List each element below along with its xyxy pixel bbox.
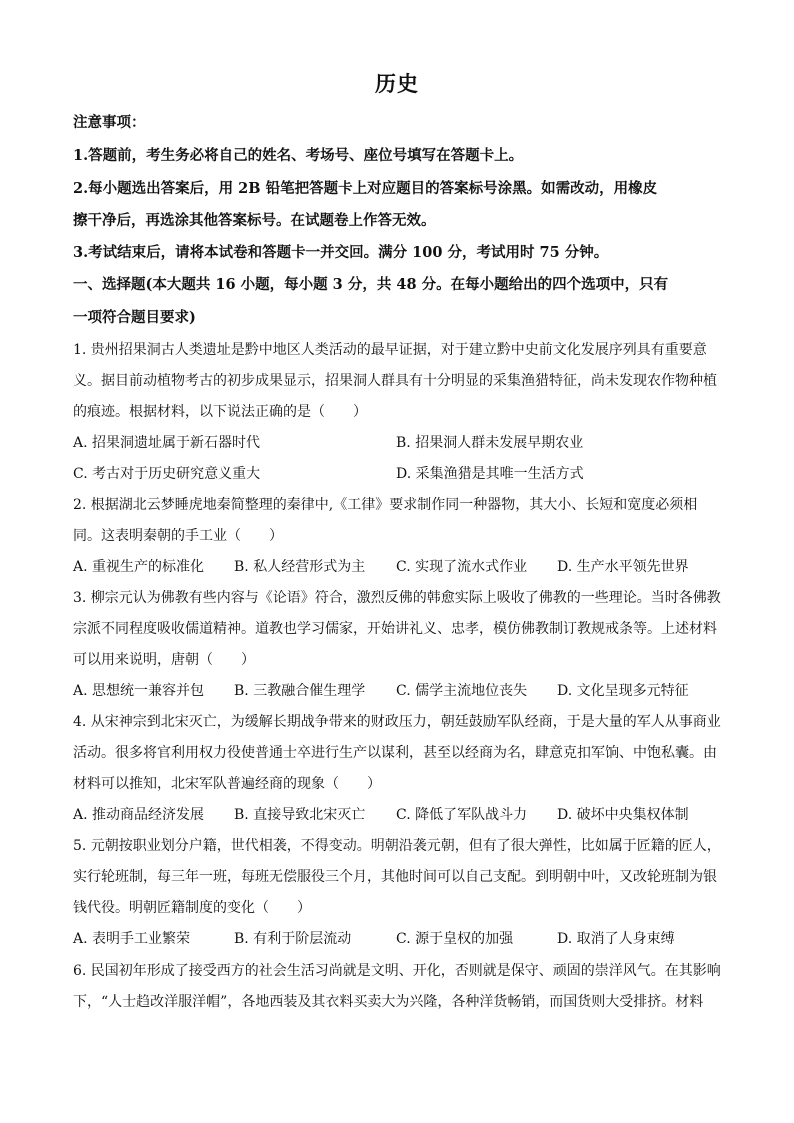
q5-stem-line-2: 实行轮班制，每三年一班，每班无偿服役三个月，其他时间可以自己支配。到明朝中叶，又改轮班制为银 (73, 869, 717, 885)
q4-stem-line-3: 材料可以推知，北宋军队普遍经商的现象（ ） (73, 776, 381, 792)
q1-option-a: A. 招果洞遗址属于新石器时代 (73, 435, 261, 451)
note-item-2-line-1: 2.每小题选出答案后，用 2B 铅笔把答题卡上对应题目的答案标号涂黑。如需改动，用橡皮 (73, 180, 658, 197)
q1-stem-line-2: 义。据目前动植物考古的初步成果显示，招果洞人群具有十分明显的采集渔猎特征，尚未发现农作物种植 (73, 373, 717, 389)
q3-option-c: C. 儒学主流地位丧失 (396, 683, 528, 699)
note-item-3: 3.考试结束后，请将本试卷和答题卡一并交回。满分 100 分，考试用时 75 分钟。 (73, 244, 609, 261)
q4-option-c: C. 降低了军队战斗力 (396, 807, 528, 823)
q2-option-b: B. 私人经营形式为主 (234, 559, 366, 575)
q1-stem-line-1: 1. 贵州招果洞古人类遗址是黔中地区人类活动的最早证据，对于建立黔中史前文化发展序列具有重要意 (73, 342, 707, 358)
q5-option-b: B. 有利于阶层流动 (234, 931, 352, 947)
q4-option-b: B. 直接导致北宋灭亡 (234, 807, 366, 823)
q5-stem-line-3: 钱代役。明朝匠籍制度的变化（ ） (73, 900, 311, 916)
q1-option-b: B. 招果洞人群未发展早期农业 (396, 435, 584, 451)
q4-stem-line-2: 活动。很多将官利用权力役使普通士卒进行生产以谋利，甚至以经商为名，肆意克扣军饷、中饱私囊。由 (73, 745, 717, 761)
note-item-2-line-2: 擦干净后，再选涂其他答案标号。在试题卷上作答无效。 (73, 212, 436, 229)
q1-stem-line-3: 的痕迹。根据材料，以下说法正确的是（ ） (73, 404, 367, 420)
q1-option-c: C. 考古对于历史研究意义重大 (73, 466, 261, 482)
q2-stem-line-2: 同。这表明秦朝的手工业（ ） (73, 528, 283, 544)
q2-option-d: D. 生产水平领先世界 (557, 559, 689, 575)
page-title: 历史 (375, 71, 419, 96)
section-heading-line-2: 一项符合题目要求) (73, 309, 196, 326)
q4-option-d: D. 破坏中央集权体制 (557, 807, 689, 823)
q5-option-d: D. 取消了人身束缚 (557, 931, 675, 947)
q3-stem-line-3: 可以用来说明，唐朝（ ） (73, 652, 255, 668)
q2-option-a: A. 重视生产的标准化 (73, 559, 205, 575)
q3-stem-line-1: 3. 柳宗元认为佛教有些内容与《论语》符合，激烈反佛的韩愈实际上吸收了佛教的一些理论。当时各佛教 (73, 590, 721, 606)
q1-option-d: D. 采集渔猎是其唯一生活方式 (396, 466, 584, 482)
q6-stem-line-2: 下，“人士趋改洋服洋帽”，各地西装及其衣料买卖大为兴隆，各种洋货畅销，而国货则大受排挤。材料 (73, 994, 704, 1010)
q5-option-a: A. 表明手工业繁荣 (73, 931, 191, 947)
q3-option-b: B. 三教融合催生理学 (234, 683, 366, 699)
q3-stem-line-2: 宗派不同程度吸收儒道精神。道教也学习儒家，开始讲礼义、忠孝，模仿佛教制订教规戒条等。上述材料 (73, 621, 717, 637)
q5-option-c: C. 源于皇权的加强 (396, 931, 514, 947)
q3-option-d: D. 文化呈现多元特征 (557, 683, 689, 699)
q2-stem-line-1: 2. 根据湖北云梦睡虎地秦简整理的秦律中,《工律》要求制作同一种器物，其大小、长短和宽度必须相 (73, 497, 698, 513)
notes-heading: 注意事项： (73, 114, 146, 131)
q5-stem-line-1: 5. 元朝按职业划分户籍，世代相袭，不得变动。明朝沿袭元朝，但有了很大弹性，比如属于匠籍的匠人， (73, 838, 721, 854)
q4-option-a: A. 推动商品经济发展 (73, 807, 205, 823)
q2-option-c: C. 实现了流水式作业 (396, 559, 528, 575)
q3-option-a: A. 思想统一兼容并包 (73, 683, 205, 699)
note-item-1: 1.答题前，考生务必将自己的姓名、考场号、座位号填写在答题卡上。 (73, 147, 524, 164)
q6-stem-line-1: 6. 民国初年形成了接受西方的社会生活习尚就是文明、开化，否则就是保守、顽固的崇洋风气。在其影响 (73, 963, 721, 979)
q4-stem-line-1: 4. 从宋神宗到北宋灭亡，为缓解长期战争带来的财政压力，朝廷鼓励军队经商，于是大量的军人从事商业 (73, 714, 721, 730)
section-heading-line-1: 一、选择题(本大题共 16 小题，每小题 3 分，共 48 分。在每小题给出的四个选项中，只有 (73, 276, 669, 293)
